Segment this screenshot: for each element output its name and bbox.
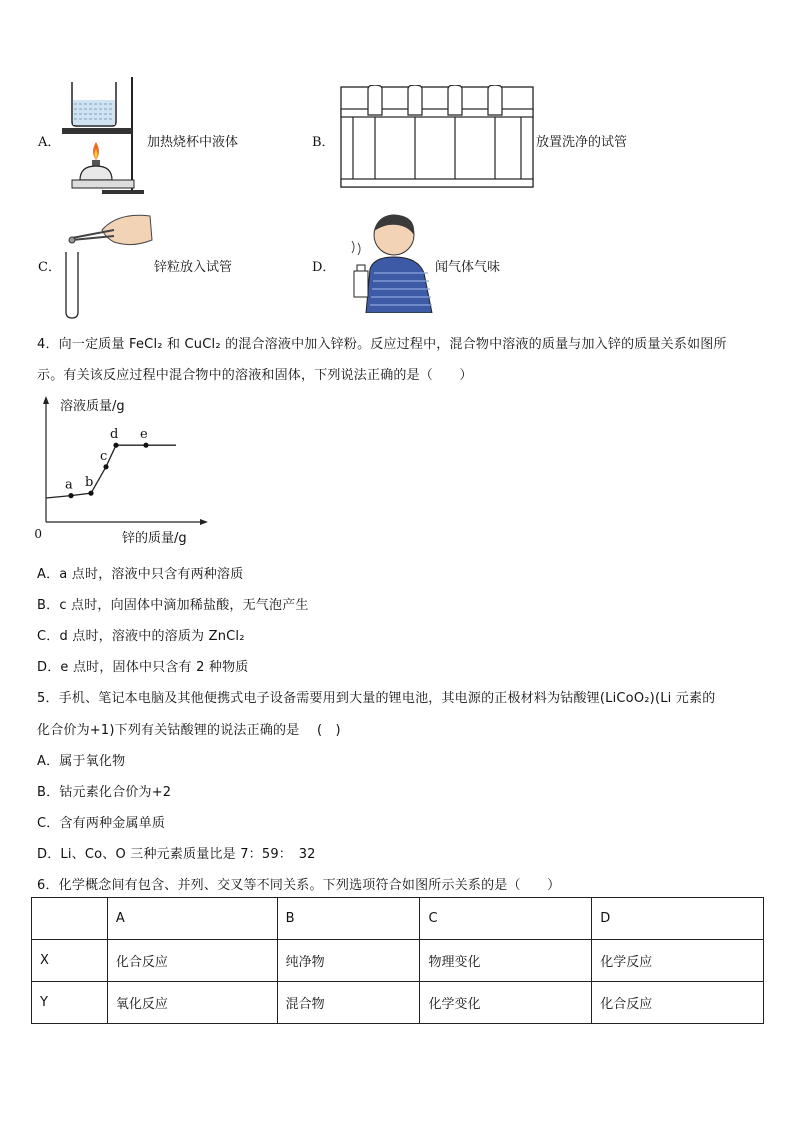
smelling-gas-image [344,213,434,313]
q6-stem: 6．化学概念间有包含、并列、交叉等不同关系。下列选项符合如图所示关系的是（ ） [37,878,561,893]
test-tube-rack-image [337,85,537,191]
q4-stem-line1: 4．向一定质量 FeCl₂ 和 CuCl₂ 的混合溶液中加入锌粉。反应过程中，混合物中溶液的质量与加入锌的质量关系如图所 [37,337,727,352]
q4-option-b: B．c 点时，向固体中滴加稀盐酸，无气泡产生 [37,598,309,613]
table-row [32,940,764,982]
y-axis-arrow [43,396,49,404]
q4-option-d: D．e 点时，固体中只含有 2 种物质 [37,660,249,675]
table-cell: B [277,898,420,940]
option-a-letter: A． [38,135,61,150]
point-b [88,491,93,496]
zinc-into-tube-image [62,208,154,320]
q5-option-c: C．含有两种金属单质 [37,816,166,831]
option-c-caption: 锌粒放入试管 [154,260,233,275]
point-label-b: b [85,475,94,491]
table-cell: C [420,898,592,940]
option-a-caption: 加热烧杯中液体 [147,135,239,150]
q5-stem-line2: 化合价为+1)下列有关钴酸锂的说法正确的是 ( ) [37,723,341,738]
option-d-caption: 闻气体气味 [435,260,501,275]
q6-table [31,897,764,1024]
table-cell: A [107,898,277,940]
table-header-row [32,898,764,940]
table-cell: 化学反应 [592,940,764,982]
beaker-heating-image [62,72,146,197]
option-d-letter: D． [312,260,336,275]
x-axis-label: 锌的质量/g [122,531,187,546]
q4-chart [30,392,220,550]
option-b-letter: B． [312,135,335,150]
table-cell: 化合反应 [592,982,764,1024]
point-label-a: a [65,477,73,493]
table-cell: 纯净物 [277,940,420,982]
table-cell: X [32,940,108,982]
table-cell: D [592,898,764,940]
table-row [32,982,764,1024]
table-cell [32,898,108,940]
point-c [103,464,108,469]
q5-stem-line1: 5．手机、笔记本电脑及其他便携式电子设备需要用到大量的锂电池，其电源的正极材料为钴酸锂(LiCoO₂)(Li 元素的 [37,691,716,706]
table-cell: 化学变化 [420,982,592,1024]
point-e [143,443,148,448]
table-cell: 混合物 [277,982,420,1024]
origin-label: 0 [34,527,42,541]
q5-option-d: D．Li、Co、O 三种元素质量比是 7：59： 32 [37,847,316,862]
y-axis-label: 溶液质量/g [60,399,125,414]
option-b-caption: 放置洗净的试管 [536,135,628,150]
q5-option-a: A．属于氧化物 [37,754,126,769]
table-cell: 化合反应 [107,940,277,982]
point-label-d: d [110,427,119,443]
q4-option-a: A．a 点时，溶液中只含有两种溶质 [37,567,244,582]
q5-option-b: B．钴元素化合价为+2 [37,785,172,800]
option-c-letter: C． [38,260,61,275]
table-cell: 物理变化 [420,940,592,982]
table-cell: Y [32,982,108,1024]
table-cell: 氧化反应 [107,982,277,1024]
x-axis-arrow [200,519,208,525]
point-label-c: c [100,448,108,464]
q4-option-c: C．d 点时，溶液中的溶质为 ZnCl₂ [37,629,245,644]
point-a [68,493,73,498]
point-label-e: e [140,427,148,443]
q4-stem-line2: 示。有关该反应过程中混合物中的溶液和固体，下列说法正确的是（ ） [37,368,473,383]
point-d [113,443,118,448]
